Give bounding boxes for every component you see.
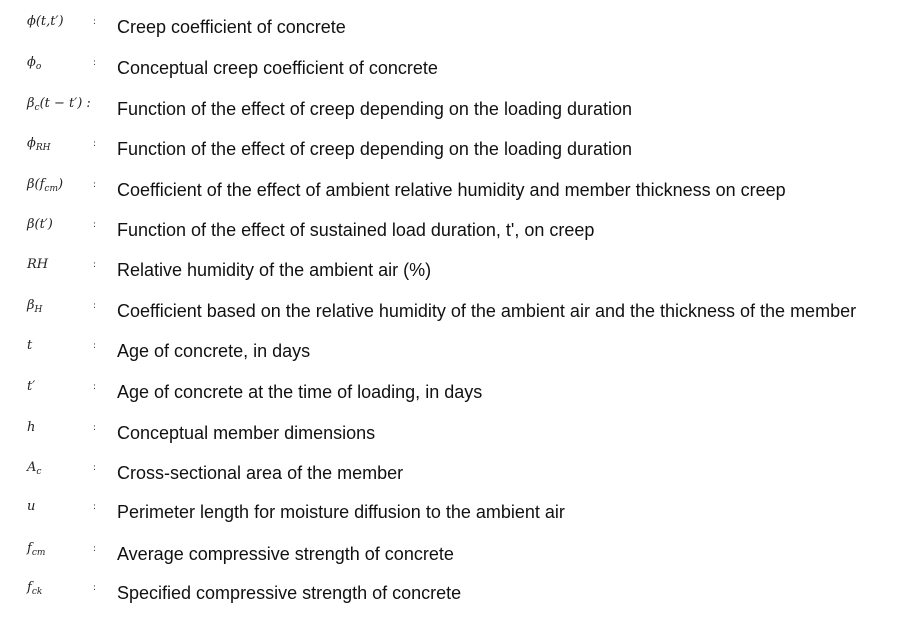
definition-text: Relative humidity of the ambient air (%) [117, 260, 432, 280]
separator-colon: : [93, 301, 97, 311]
definition-row-beta-t-prime [0, 217, 904, 245]
separator-colon: : [93, 502, 97, 512]
definition-text: Cross-sectional area of the member [117, 463, 404, 483]
symbol: ϕ(t,t′) [27, 14, 64, 29]
definition-text: Function of the effect of creep depending on the loading duration [117, 139, 633, 159]
definition-row-beta-c [0, 96, 904, 124]
separator-colon: : [93, 58, 97, 68]
definition-row-fck [0, 580, 904, 608]
symbol: u [27, 499, 36, 514]
symbol: $A_c$ [27, 460, 42, 477]
definition-row-t-prime [0, 379, 904, 407]
definition-text: Conceptual member dimensions [117, 423, 376, 443]
symbol: β(t′) [27, 217, 53, 232]
definition-text: Function of the effect of sustained load duration, t', on creep [117, 220, 595, 240]
definition-text: Coefficient based on the relative humidity of the ambient air and the thickness of the member [117, 301, 857, 321]
separator-colon: : [93, 139, 97, 149]
definition-text: Function of the effect of creep depending on the loading duration [117, 99, 633, 119]
separator-colon: : [93, 341, 97, 351]
definition-row-conceptual-creep [0, 55, 904, 83]
definition-row-t [0, 338, 904, 366]
definition-text: Coefficient of the effect of ambient relative humidity and member thickness on creep [117, 180, 786, 200]
definition-row-u [0, 499, 904, 527]
symbol: RH [27, 257, 49, 272]
definition-row-ac [0, 460, 904, 488]
definition-row-beta-fcm [0, 177, 904, 205]
definition-text: Conceptual creep coefficient of concrete [117, 58, 438, 78]
symbol: $\beta(f_{cm})$ [27, 177, 64, 194]
symbol: t′ [27, 379, 36, 394]
symbol: $\beta_c(t - t')$ : [27, 96, 91, 113]
symbol: t [27, 338, 33, 353]
definition-text: Average compressive strength of concrete [117, 544, 454, 564]
definition-row-creep-coefficient [0, 14, 904, 42]
definition-text: Creep coefficient of concrete [117, 17, 346, 37]
separator-colon: : [93, 180, 97, 190]
symbol: $\phi_{RH}$ [27, 136, 51, 153]
separator-colon: : [93, 382, 97, 392]
definition-row-h [0, 420, 904, 448]
separator-colon: : [93, 583, 97, 593]
symbol: $\beta_H$ [27, 298, 43, 315]
symbol: h [27, 420, 36, 435]
definition-text: Age of concrete, in days [117, 341, 311, 361]
separator-colon: : [93, 544, 97, 554]
symbol: $\phi_o$ [27, 55, 42, 72]
symbol: $f_{ck}$ [27, 580, 43, 597]
separator-colon: : [93, 17, 97, 27]
definition-row-phi-rh [0, 136, 904, 164]
definition-text: Specified compressive strength of concrete [117, 583, 462, 603]
definition-row-beta-h [0, 298, 904, 326]
symbol: $f_{cm}$ [27, 541, 46, 558]
definition-text: Perimeter length for moisture diffusion to the ambient air [117, 502, 565, 522]
separator-colon: : [93, 423, 97, 433]
separator-colon: : [93, 463, 97, 473]
definition-row-rh [0, 257, 904, 285]
separator-colon: : [93, 220, 97, 230]
definition-row-fcm [0, 541, 904, 569]
definition-text: Age of concrete at the time of loading, in days [117, 382, 483, 402]
separator-colon: : [93, 260, 97, 270]
